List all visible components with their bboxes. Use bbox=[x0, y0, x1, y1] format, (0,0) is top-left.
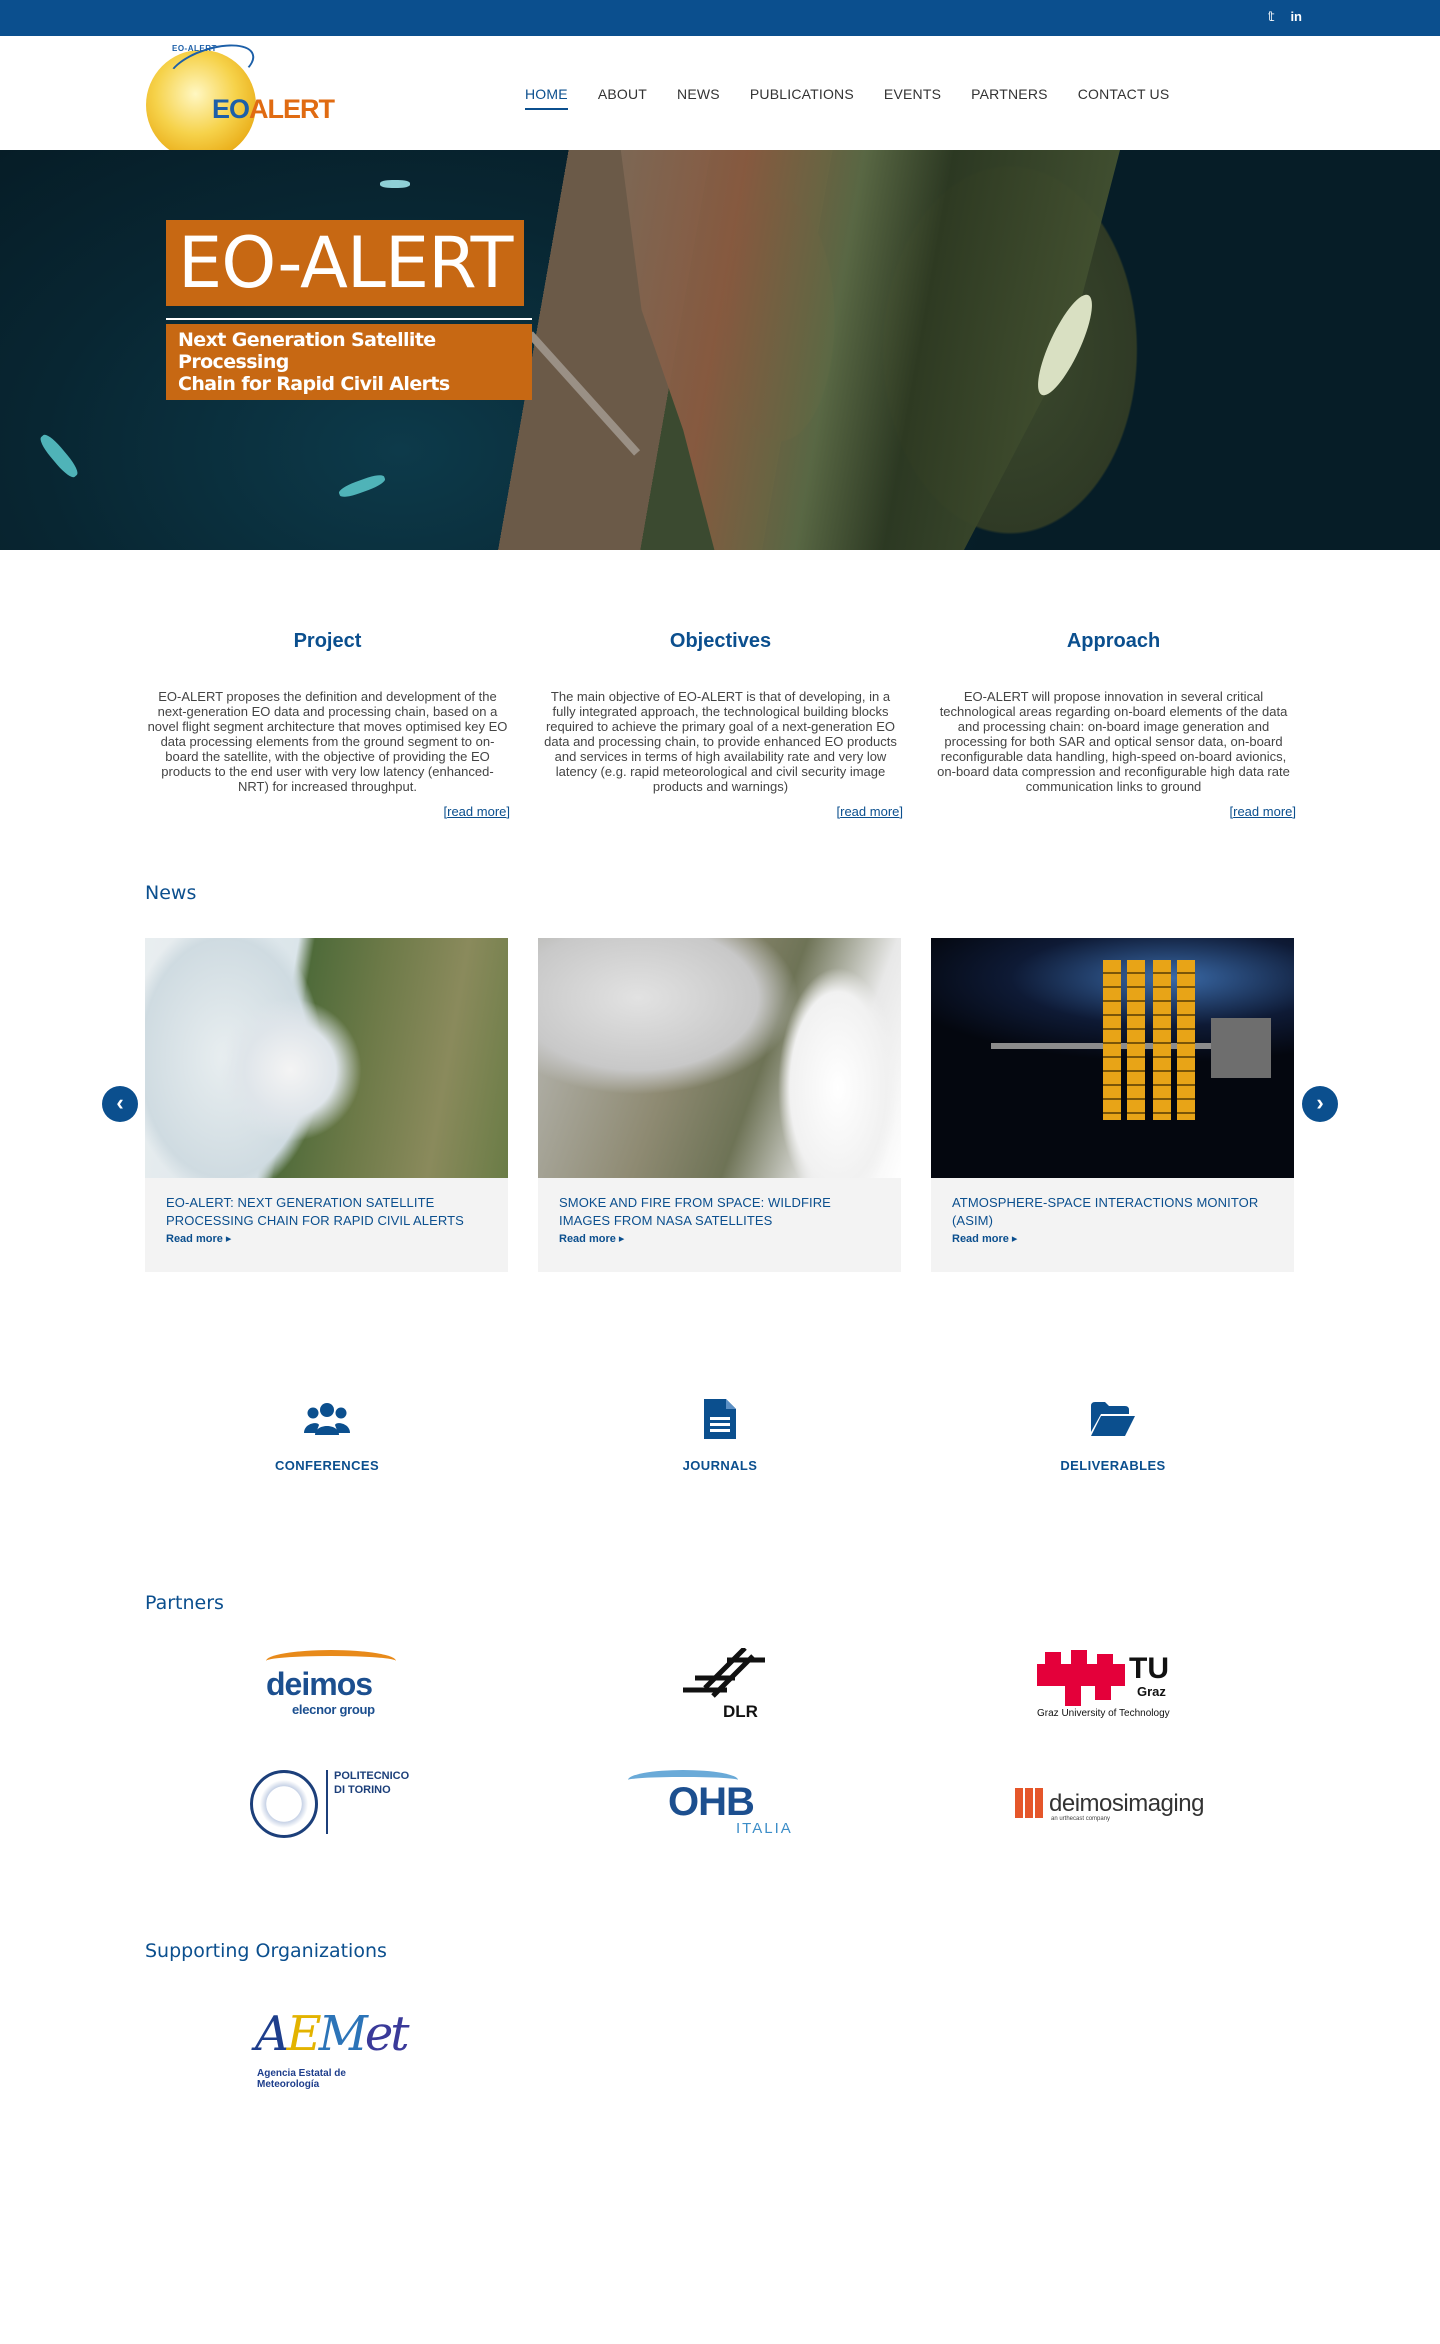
hero-satellite-image bbox=[600, 150, 1120, 550]
hero-subtitle-line-1: Next Generation Satellite Processing bbox=[178, 329, 436, 373]
users-icon bbox=[227, 1398, 427, 1440]
news-card[interactable] bbox=[145, 938, 508, 1272]
news-card-read-more[interactable]: Read more ▸ bbox=[538, 1230, 901, 1247]
dlr-mark-icon bbox=[675, 1648, 775, 1704]
partners-heading: Partners bbox=[145, 1592, 224, 1614]
approach-column bbox=[931, 630, 1296, 819]
polito-line-1: POLITECNICO bbox=[334, 1770, 410, 1782]
journals-link[interactable] bbox=[620, 1398, 820, 1473]
project-column bbox=[145, 630, 510, 819]
site-header bbox=[0, 36, 1440, 150]
deimos-imaging-logo[interactable] bbox=[1015, 1788, 1215, 1828]
iss-module bbox=[1211, 1018, 1271, 1078]
objectives-column bbox=[538, 630, 903, 819]
news-card-title[interactable]: EO-ALERT: NEXT GENERATION SATELLITE PROCESSING CHAIN FOR RAPID CIVIL ALERTS bbox=[166, 1195, 464, 1228]
hero-subtitle-line-2: Chain for Rapid Civil Alerts bbox=[178, 373, 450, 395]
project-read-more[interactable]: [read more] bbox=[443, 804, 510, 819]
approach-read-more[interactable]: [read more] bbox=[1229, 804, 1296, 819]
hero-pier bbox=[527, 331, 640, 455]
hero-title-box bbox=[166, 220, 524, 306]
objectives-read-more[interactable]: [read more] bbox=[836, 804, 903, 819]
conferences-label[interactable]: CONFERENCES bbox=[274, 1458, 380, 1473]
nav-events[interactable]: EVENTS bbox=[883, 86, 942, 102]
approach-text: EO-ALERT will propose innovation in several critical technological areas regarding on-board elements of the data and processing chain: on-board image generation and processing for both SAR and optical sensor data, on-board reconfigurable data handling, high-speed on-board avionics, on-board data compression and reconfigurable high data rate communication links to ground bbox=[937, 689, 1290, 794]
logo-eo: EO bbox=[212, 94, 250, 124]
aemet-logo[interactable] bbox=[255, 2006, 407, 2090]
site-logo[interactable] bbox=[142, 44, 352, 160]
objectives-heading: Objectives bbox=[669, 630, 772, 652]
conferences-link[interactable] bbox=[227, 1398, 427, 1473]
hero-banner bbox=[0, 150, 1440, 550]
deliverables-link[interactable] bbox=[1013, 1398, 1213, 1473]
supporting-heading: Supporting Organizations bbox=[145, 1940, 387, 1962]
nav-news[interactable]: NEWS bbox=[677, 86, 720, 102]
logo-alert: ALERT bbox=[249, 94, 335, 124]
news-card-title[interactable]: SMOKE AND FIRE FROM SPACE: WILDFIRE IMAGES FROM NASA SATELLITES bbox=[559, 1195, 831, 1228]
tu-graz-blocks bbox=[1037, 1650, 1127, 1706]
iss-solar-panel bbox=[1127, 960, 1145, 1120]
twitter-icon[interactable]: 𝕥 bbox=[1267, 9, 1275, 24]
polito-seal-icon bbox=[250, 1770, 318, 1838]
tu-graz-subtitle: Graz University of Technology bbox=[1037, 1708, 1170, 1719]
aemet-wordmark: AEMet bbox=[255, 2006, 407, 2062]
deimos-imaging-subtitle: an urthecast company bbox=[1051, 1816, 1111, 1822]
project-heading: Project bbox=[293, 630, 362, 652]
deimos-subtitle: elecnor group bbox=[292, 1702, 375, 1717]
tu-graz-logo[interactable] bbox=[1037, 1650, 1197, 1726]
news-card-read-more[interactable]: Read more ▸ bbox=[145, 1230, 508, 1247]
hero-title: EO-ALERT bbox=[178, 222, 513, 304]
document-icon bbox=[620, 1398, 820, 1440]
news-card[interactable] bbox=[931, 938, 1294, 1272]
hero-divider bbox=[166, 318, 532, 320]
carousel-next-button[interactable]: › bbox=[1302, 1086, 1338, 1122]
tu-wordmark: TU bbox=[1129, 1652, 1169, 1685]
hero-subtitle-box bbox=[166, 324, 532, 400]
ohb-italia-logo[interactable] bbox=[628, 1770, 813, 1840]
polito-divider bbox=[326, 1770, 328, 1834]
aemet-subtitle: Agencia Estatal de Meteorología bbox=[257, 2068, 346, 2090]
news-heading: News bbox=[145, 882, 197, 904]
deimos-logo[interactable] bbox=[262, 1650, 402, 1717]
logo-satellite-text: EO-ALERT bbox=[172, 44, 217, 53]
dlr-logo[interactable] bbox=[675, 1648, 775, 1722]
polito-logo[interactable] bbox=[250, 1766, 410, 1838]
news-card[interactable] bbox=[538, 938, 901, 1272]
graz-wordmark: Graz bbox=[1137, 1684, 1166, 1699]
main-nav bbox=[510, 84, 1184, 110]
news-card-image[interactable] bbox=[931, 938, 1294, 1178]
nav-partners[interactable]: PARTNERS bbox=[971, 86, 1048, 102]
deimos-imaging-wordmark: deimosimaging bbox=[1049, 1790, 1204, 1817]
news-card-image[interactable] bbox=[145, 938, 508, 1178]
carousel-prev-button[interactable]: ‹ bbox=[102, 1086, 138, 1122]
iss-solar-panel bbox=[1177, 960, 1195, 1120]
approach-heading: Approach bbox=[1066, 630, 1161, 652]
linkedin-icon[interactable]: in bbox=[1290, 9, 1302, 24]
iss-solar-panel bbox=[1153, 960, 1171, 1120]
social-links bbox=[1268, 8, 1302, 26]
top-bar bbox=[0, 0, 1440, 36]
news-card-image[interactable] bbox=[538, 938, 901, 1178]
iss-solar-panel bbox=[1103, 960, 1121, 1120]
nav-about[interactable]: ABOUT bbox=[597, 86, 648, 102]
project-text: EO-ALERT proposes the definition and development of the next-generation EO data and processing chain, based on a novel flight segment architecture that moves optimised key EO data processing elements from the ground segment to on-board the satellite, with the objective of providing the EO products to the end user with very low latency (enhanced-NRT) for increased throughput. bbox=[147, 689, 508, 794]
deliverables-label[interactable]: DELIVERABLES bbox=[1060, 1458, 1166, 1473]
nav-contact-us[interactable]: CONTACT US bbox=[1077, 86, 1170, 102]
news-card-read-more[interactable]: Read more ▸ bbox=[931, 1230, 1294, 1247]
nav-publications[interactable]: PUBLICATIONS bbox=[749, 86, 854, 102]
polito-line-2: DI TORINO bbox=[334, 1784, 391, 1796]
ohb-wordmark: OHB bbox=[668, 1780, 754, 1824]
hero-ship bbox=[380, 180, 410, 188]
ohb-subtitle: ITALIA bbox=[736, 1820, 793, 1837]
deimos-wordmark: deimos bbox=[266, 1666, 373, 1702]
journals-label[interactable]: JOURNALS bbox=[682, 1458, 758, 1473]
hero-ship bbox=[37, 432, 81, 481]
dlr-wordmark: DLR bbox=[723, 1702, 758, 1721]
hero-ship bbox=[337, 472, 386, 500]
deimos-imaging-mark-icon bbox=[1015, 1788, 1043, 1818]
folder-open-icon bbox=[1013, 1398, 1213, 1440]
logo-wordmark bbox=[212, 94, 334, 125]
objectives-text: The main objective of EO-ALERT is that of developing, in a fully integrated approach, the technological building blocks required to achieve the primary goal of a next-generation EO data and processing chain, to provide enhanced EO products and services in terms of high availability rate and very low latency (e.g. rapid meteorological and civil security image products and warnings) bbox=[544, 689, 897, 794]
news-card-title[interactable]: ATMOSPHERE-SPACE INTERACTIONS MONITOR (ASIM) bbox=[952, 1195, 1259, 1228]
nav-home[interactable]: HOME bbox=[510, 84, 583, 110]
